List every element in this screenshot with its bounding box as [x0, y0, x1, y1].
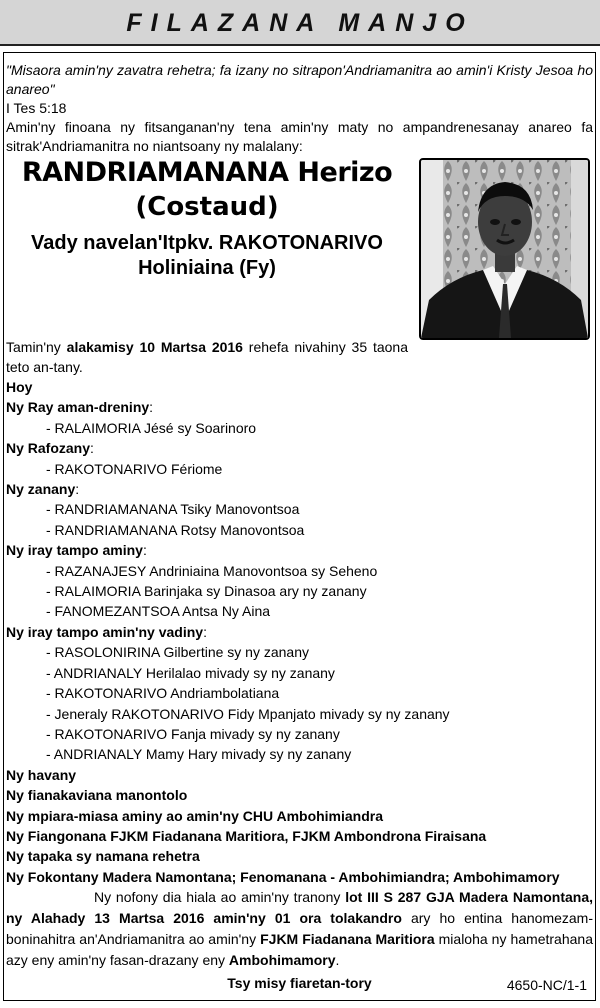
family-group-colon: : [90, 440, 94, 457]
family-member: - RALAIMORIA Barinjaka sy Dinasoa ary ny zanany [46, 583, 367, 600]
closing-row [6, 971, 593, 997]
family-group-colon: : [203, 623, 207, 640]
deceased-photo [419, 158, 590, 340]
funeral-location: lot III S 287 GJA Madera Namontana, ny Alahady 13 Martsa 2016 amin'ny 01 ora tolakandro [6, 889, 593, 927]
deceased-nickname: (Costaud) [135, 192, 279, 222]
family-member: - RANDRIAMANANA Rotsy Manovontsoa [46, 521, 305, 538]
funeral-text-4: . [335, 952, 340, 969]
family-group-colon: : [75, 481, 80, 498]
extra-family-line: Ny tapaka sy namana rehetra [6, 848, 200, 865]
family-group-label: Ny zanany [6, 481, 76, 498]
family-group-label: Hoy [6, 379, 33, 395]
funeral-details [6, 887, 593, 971]
funeral-text-2: ary ho entina hanomezam-boninahitra an'Andriamanitra ao amin'ny [6, 910, 593, 948]
family-group-colon: : [149, 399, 154, 416]
family-member: - RANDRIAMANANA Tsiky Manovontsoa [46, 501, 300, 518]
death-announcement [6, 338, 408, 377]
family-group-colon: : [142, 542, 147, 559]
deceased-block [6, 155, 593, 337]
family-member: - RALAIMORIA Jésé sy Soarinoro [46, 419, 257, 436]
burial-place: Ambohimamory [228, 952, 336, 969]
family-member: - RASOLONIRINA Gilbertine sy ny zanany [46, 644, 309, 661]
family-group-heading [6, 479, 593, 499]
deceased-name-area [6, 155, 408, 281]
portrait-image [421, 160, 588, 338]
header-title: FILAZANA MANJO [126, 9, 474, 37]
family-group-heading [6, 438, 593, 458]
extra-lines [6, 765, 593, 887]
family-group-heading [6, 540, 593, 560]
death-suffix: rehefa nivahiny 35 taona teto an-tany. [6, 339, 408, 375]
funeral-text-1: Ny nofony dia hiala ao amin'ny tranony [94, 889, 346, 906]
spouse-line-1: Vady navelan'Itpkv. RAKOTONARIVO [31, 232, 383, 254]
notice-content [6, 61, 593, 997]
deceased-name: RANDRIAMANANA Herizo [21, 157, 393, 188]
family-group-label: Ny iray tampo aminy [6, 542, 143, 559]
bible-quote: "Misaora amin'ny zavatra rehetra; fa izany no sitrapon'Andriamanitra ao amin'i Kristy Jesoa ho anareo" [6, 62, 593, 97]
family-member: - ANDRIANALY Herilalao mivady sy ny zanany [46, 664, 335, 681]
family-member: - FANOMEZANTSOA Antsa Ny Aina [46, 603, 271, 620]
family-group-heading [6, 397, 593, 417]
family-member: - RAKOTONARIVO Fériome [46, 460, 223, 477]
family-group-heading [6, 622, 593, 642]
extra-family-line: Ny fianakaviana manontolo [6, 787, 188, 804]
family-member: - RAKOTONARIVO Fanja mivady sy ny zanany [46, 725, 340, 742]
intro-text: Amin'ny finoana ny fitsanganan'ny tena amin'ny maty no ampandrenesanay anareo fa sitrak'Andriamanitra no niantsoany ny malalany: [6, 119, 593, 154]
family-group-heading [6, 377, 593, 397]
funeral-text-3: mialoha ny hametrahana azy eny amin'ny fasan-drazany eny [6, 931, 593, 969]
family-group-label: Ny iray tampo amin'ny vadiny [6, 623, 204, 640]
extra-family-line: Ny Fiangonana FJKM Fiadanana Maritiora, FJKM Ambondrona Firaisana [6, 827, 487, 844]
family-member: - Jeneraly RAKOTONARIVO Fidy Mpanjato mivady sy ny zanany [46, 705, 450, 722]
closing-text: Tsy misy fiaretan-tory [227, 975, 372, 992]
family-member: - RAZANAJESY Andriniaina Manovontsoa sy Seheno [46, 562, 378, 579]
family-group-label: Ny Rafozany [6, 440, 91, 457]
reference-code: 4650-NC/1-1 [506, 977, 587, 994]
extra-family-line: Ny mpiara-miasa aminy ao amin'ny CHU Ambohimiandra [6, 807, 384, 824]
extra-family-line: Ny havany [6, 766, 77, 783]
family-group-label: Ny Ray aman-dreniny [6, 399, 150, 416]
family-member: - RAKOTONARIVO Andriambolatiana [46, 685, 280, 702]
death-date: alakamisy 10 Martsa 2016 [66, 339, 243, 355]
death-prefix: Tamin'ny [6, 339, 67, 355]
family-list [6, 377, 593, 765]
funeral-church: FJKM Fiadanana Maritiora [260, 931, 435, 948]
spouse-line-2: Holiniaina (Fy) [138, 257, 276, 279]
family-member: - ANDRIANALY Mamy Hary mivady sy ny zanany [46, 746, 352, 763]
bible-reference: I Tes 5:18 [6, 100, 67, 116]
extra-family-line: Ny Fokontany Madera Namontana; Fenomanana - Ambohimiandra; Ambohimamory [6, 868, 560, 885]
header-banner [0, 0, 600, 46]
